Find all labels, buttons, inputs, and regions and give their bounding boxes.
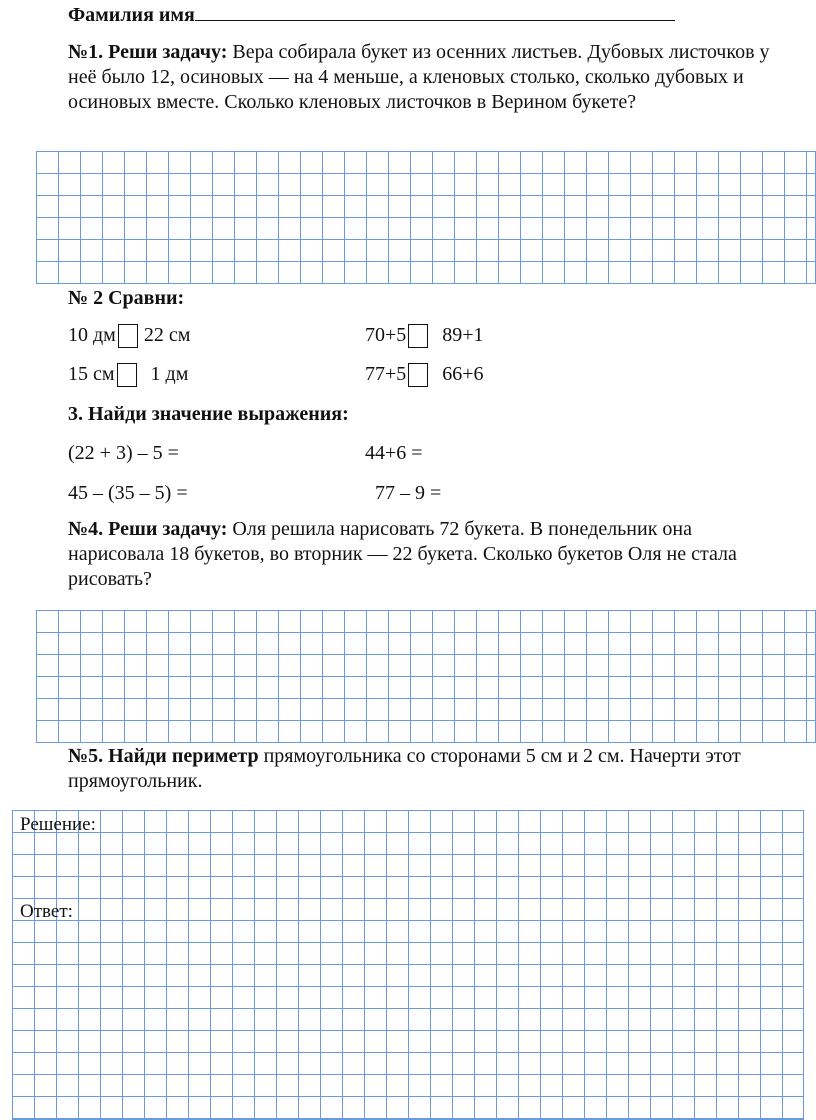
task4-text: Оля решила нарисовать 72 букета. В понедельник она нарисовала 18 букетов, во вторник — 22 букета. Сколько букетов Оля не стала рисовать?: [68, 518, 737, 590]
compare-row-1-right: [365, 322, 484, 348]
task4-text-block: [68, 517, 788, 592]
compare-box[interactable]: [118, 324, 138, 348]
task3-heading: 3. Найди значение выражения:: [68, 403, 349, 425]
task1-number: №1.: [68, 41, 104, 63]
task5-text: прямоугольника со сторонами 5 см и 2 см. Начерти этот прямоугольник.: [68, 745, 741, 792]
name-label: Фамилия имя: [68, 4, 195, 26]
expression-3: 45 – (35 – 5) =: [68, 482, 188, 504]
compare-1-right-a: 70+5: [365, 324, 407, 346]
solution-grid[interactable]: [12, 810, 804, 1120]
compare-box[interactable]: [117, 363, 137, 387]
compare-row-1-left: [68, 322, 190, 348]
task1-heading: Реши задачу:: [108, 41, 228, 63]
solution-label: Решение:: [20, 814, 96, 835]
task1-text-block: [68, 40, 788, 115]
compare-2-left-b: 1 дм: [150, 363, 189, 385]
compare-1-right-b: 89+1: [442, 324, 484, 346]
compare-1-left-b: 22 см: [143, 324, 191, 346]
task2-heading: № 2 Сравни:: [68, 287, 185, 309]
compare-box[interactable]: [408, 363, 428, 387]
compare-row-2-left: [68, 361, 188, 387]
expression-4: 77 – 9 =: [375, 482, 442, 504]
compare-row-2-right: [365, 361, 484, 387]
name-line: [68, 2, 675, 28]
expression-1: (22 + 3) – 5 =: [68, 442, 179, 464]
compare-1-left-a: 10 дм: [68, 324, 116, 346]
task4-heading: Реши задачу:: [108, 518, 228, 540]
expression-2: 44+6 =: [365, 442, 423, 464]
task1-grid[interactable]: [36, 151, 816, 284]
compare-2-right-a: 77+5: [365, 363, 407, 385]
task1-text: Вера собирала букет из осенних листьев. Дубовых листочков у неё было 12, осиновых — на 4 меньше, а кленовых столько, сколько дубовых и осиновых вместе. Сколько кленовых листочков в Верином букете?: [68, 41, 770, 113]
task4-number: №4.: [68, 518, 104, 540]
task4-grid[interactable]: [36, 610, 816, 743]
answer-label: Ответ:: [20, 901, 73, 922]
task5-number: №5.: [68, 745, 104, 767]
compare-2-left-a: 15 см: [68, 363, 115, 385]
name-underline[interactable]: [195, 3, 675, 21]
task5-heading: Найди периметр: [108, 745, 259, 767]
task5-text-block: [68, 744, 788, 794]
compare-box[interactable]: [408, 324, 428, 348]
compare-2-right-b: 66+6: [442, 363, 484, 385]
